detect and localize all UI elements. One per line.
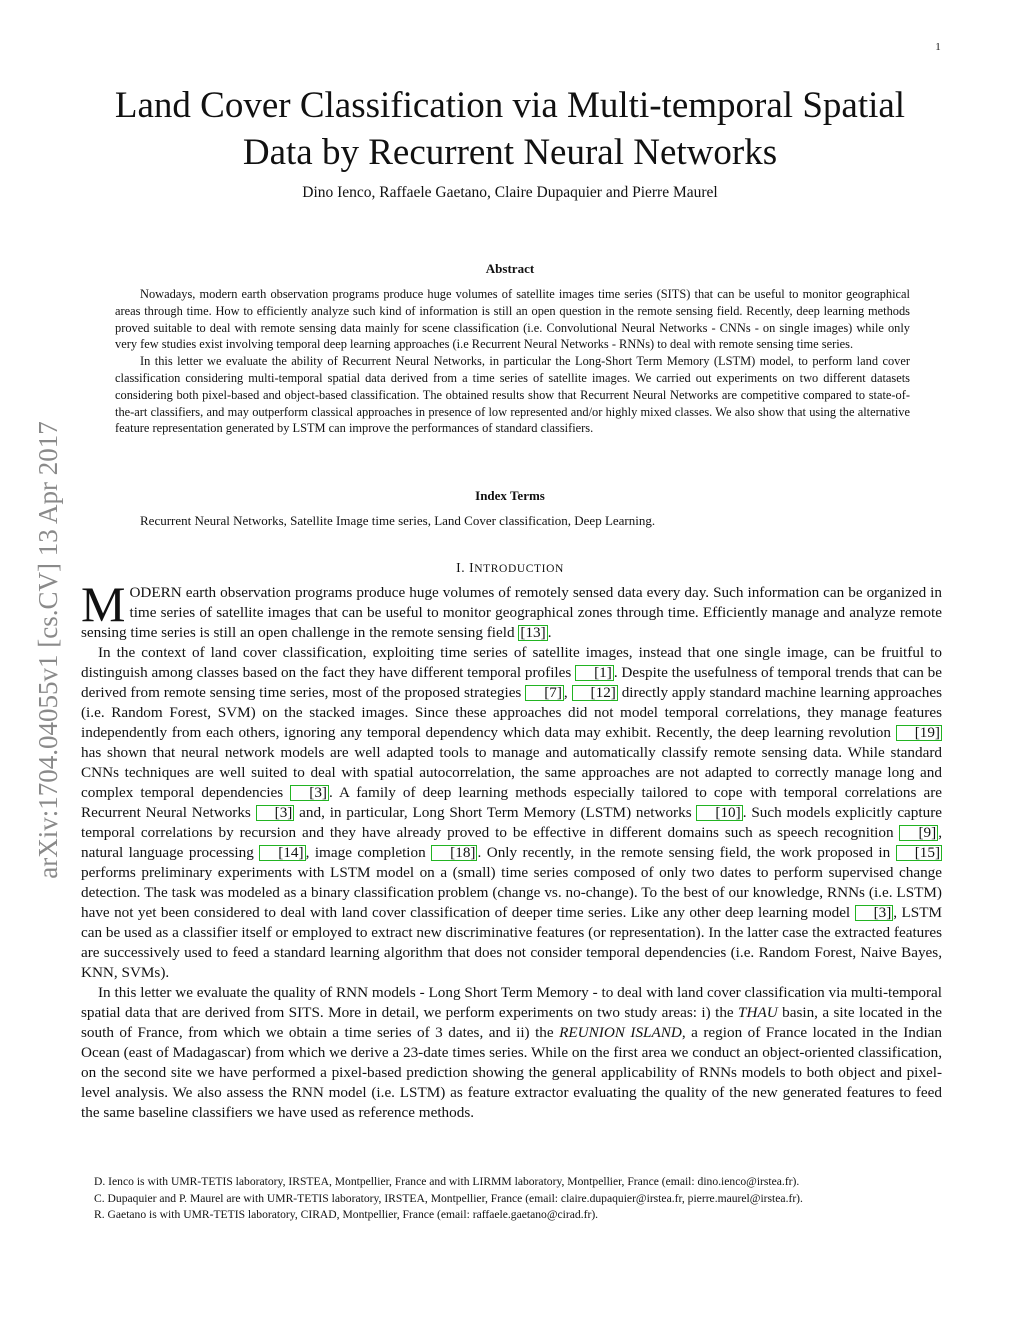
index-terms-heading: Index Terms — [475, 488, 545, 503]
paragraph-text: , — [563, 684, 572, 701]
citation-link[interactable]: [19] — [896, 725, 942, 741]
intro-paragraph-1: MODERN earth observation programs produce huge volumes of remotely sensed data every day. Such information can be organized in time series of satellite images that can be useful to monitor geographical zones through time. Efficiently manage and analyze remote sensing time series is still an open challenge in the remote sensing field [13] . — [81, 576, 942, 641]
paragraph-text: . Only recently, in the remote sensing field, the work proposed in — [477, 844, 896, 861]
citation-link[interactable]: [12] — [572, 685, 618, 701]
citation-link[interactable]: [15] — [896, 845, 942, 861]
section-heading-rest: NTRODUCTION — [474, 563, 564, 575]
abstract-paragraph: Nowadays, modern earth observation programs produce huge volumes of satellite images time series (SITS) that can be useful to monitor geographical areas through time. How to efficiently analyze such kind of information is still an open question in the remote sensing field. Recently, deep learning methods proved suitable to deal with remote sensing data mainly for scene classification (i.e. Convolutional Neural Networks - CNNs - on single images) while only very few studies exist involving temporal deep learning approaches (i.e Recurrent Neural Networks - RNNs) to deal with remote sensing time series. — [115, 287, 910, 352]
abstract-body — [115, 286, 910, 437]
study-area-name: REUNION ISLAND — [559, 1024, 682, 1041]
paper-title: Land Cover Classification via Multi-temporal Spatial Data by Recurrent Neural Networks — [114, 85, 906, 173]
citation-link[interactable]: [10] — [696, 805, 742, 821]
author-affiliation-footnotes — [81, 1174, 942, 1224]
citation-link[interactable]: [14] — [259, 845, 305, 861]
intro-paragraph-2 — [81, 643, 942, 983]
page-number: 1 — [935, 41, 941, 53]
section-numeral: I. I — [456, 560, 475, 575]
paragraph-text: . A family of deep learning methods especially tailored to cope with temporal correlations are Recurrent Neural Networks — [81, 784, 942, 821]
intro-paragraph-3 — [81, 983, 942, 1123]
section-heading-introduction — [110, 558, 910, 579]
citation-link[interactable]: [1] — [575, 665, 614, 681]
citation-link[interactable]: [3] — [290, 785, 329, 801]
arxiv-identifier-stamp[interactable]: arXiv:1704.04055v1 [cs.CV] 13 Apr 2017 — [33, 421, 63, 879]
paragraph-text: , natural language processing — [81, 824, 942, 861]
footnote: R. Gaetano is with UMR-TETIS laboratory, CIRAD, Montpellier, France (email: raffaele.gaetano@cirad.fr). — [94, 1208, 599, 1221]
drop-cap: M — [81, 576, 126, 632]
paragraph-text: directly apply standard machine learning approaches (i.e. Random Forest, SVM) on the stacked images. Since these approaches did not model temporal correlations, they manage features independently from each others, ignoring any temporal dependency which data may exhibit. Recently, the deep learning revolution — [81, 684, 942, 741]
paragraph-text: . Despite the usefulness of temporal trends that can be derived from remote sensing time series, most of the proposed strategies — [81, 664, 942, 701]
index-terms-text: Recurrent Neural Networks, Satellite Image time series, Land Cover classification, Deep Learning. — [140, 513, 656, 528]
paragraph-text: performs preliminary experiments with LSTM model on a (small) time series composed of only two dates to perform supervised change detection. The task was modeled as a binary classification problem (change vs. no-change). To the best of our knowledge, RNNs (i.e. LSTM) have not yet been considered to deal with land cover classification of deeper time series. Like any other deep learning model — [81, 864, 942, 921]
abstract-heading: Abstract — [485, 261, 535, 276]
introduction-body — [81, 576, 943, 1123]
paragraph-text: has shown that neural network models are well adapted tools to manage and automatically classify remote sensing data. While standard CNNs techniques are well suited to deal with spatial autocorrelation, the same approaches are not adapted to correctly manage long and complex temporal dependencies — [81, 744, 942, 801]
paragraph-text: , LSTM can be used as a classifier itself or employed to extract new discriminative features (or representation). In the latter case the extracted features are successively used to feed a standard learning algorithm that does not consider temporal dependencies (i.e. Random Forest, Naive Bayes, KNN, SVMs). — [81, 904, 942, 981]
citation-link[interactable]: [13] — [520, 624, 546, 641]
citation-link[interactable]: [3] — [855, 905, 894, 921]
citation-link[interactable]: [18] — [431, 845, 477, 861]
paragraph-text: In the context of land cover classification, exploiting time series of satellite images, instead that one single image, can be fruitful to distinguish among classes based on the fact they have different temporal profiles — [81, 644, 942, 681]
paragraph-text: and, in particular, Long Short Term Memory (LSTM) networks — [294, 804, 697, 821]
paragraph-text: In this letter we evaluate the quality of RNN models - Long Short Term Memory - to deal with land cover classification via multi-temporal spatial data that are derived from SITS. More in detail, we perform experiments on two study areas: i) the — [81, 984, 942, 1021]
author-list: Dino Ienco, Raffaele Gaetano, Claire Dupaquier and Pierre Maurel — [302, 184, 718, 201]
footnote: D. Ienco is with UMR-TETIS laboratory, IRSTEA, Montpellier, France and with LIRMM laboratory, Montpellier, France (email: dino.ienco@irstea.fr). — [94, 1175, 800, 1188]
citation-link[interactable]: [3] — [256, 805, 295, 821]
paragraph-text: . Such models explicitly capture temporal correlations by recursion and they have already proved to be effective in different domains such as speech recognition — [81, 804, 943, 841]
paragraph-text: ODERN earth observation programs produce huge volumes of remotely sensed data every day. Such information can be organized in time series of satellite images that can be useful to monitor geographical zones through time. Efficiently manage and analyze remote sensing time series is still an open challenge in the remote sensing field — [81, 584, 942, 641]
study-area-name: THAU — [738, 1004, 778, 1021]
citation-link[interactable]: [9] — [899, 825, 938, 841]
paragraph-text: basin, a site located in the south of France, from which we obtain a time series of 3 dates, and ii) the — [81, 1004, 942, 1041]
abstract-paragraph: In this letter we evaluate the ability of Recurrent Neural Networks, in particular the Long-Short Term Memory (LSTM) model, to perform land cover classification considering multi-temporal spatial data derived from a time series of satellite images. We carried out experiments on two different datasets considering both pixel-based and object-based classification. The obtained results show that Recurrent Neural Networks are competitive compared to state-of-the-art classifiers, and may outperform classical approaches in presence of low represented and/or highly mixed classes. We also show that using the alternative feature representation generated by LSTM can improve the performances of standard classifiers. — [115, 354, 910, 436]
footnote: C. Dupaquier and P. Maurel are with UMR-TETIS laboratory, IRSTEA, Montpellier, France (email: claire.dupaquier@irstea.fr, pierre.maurel@irstea.fr). — [94, 1191, 803, 1205]
paragraph-text: , image completion — [305, 844, 432, 861]
paragraph-text: , a region of France located in the Indian Ocean (east of Madagascar) from which we derive a 23-date times series. While on the first area we conduct an object-oriented classification, on the second site we have performed a pixel-based prediction showing the general applicability of RNNs models to both object and pixel-level analysis. We also assess the RNN model (i.e. LSTM) as feature extractor evaluating the quality of the new generated features to feed the same baseline classifiers we have used as reference methods. — [81, 1024, 943, 1121]
citation-link[interactable]: [7] — [525, 685, 564, 701]
